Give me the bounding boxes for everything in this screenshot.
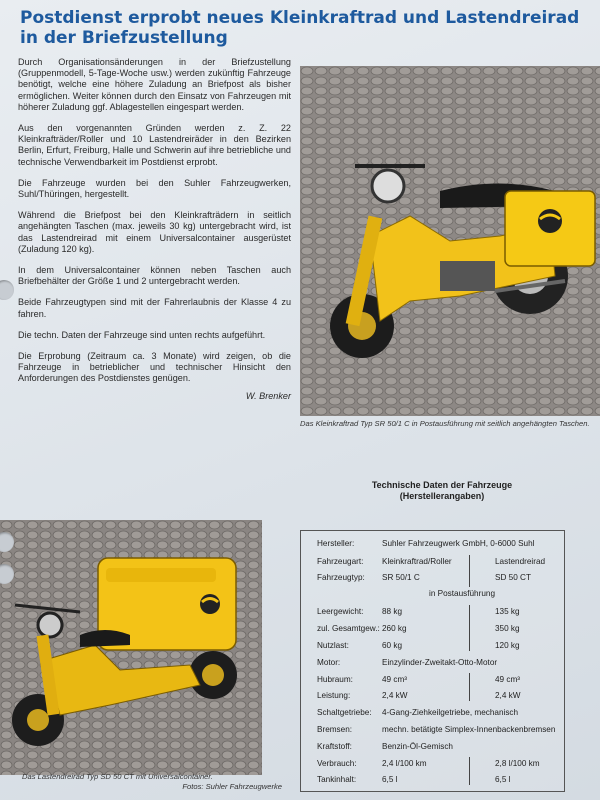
label-schaltgetriebe: Schaltgetriebe:	[317, 708, 372, 717]
label-bremsen: Bremsen:	[317, 725, 353, 734]
label-kraftstoff: Kraftstoff:	[317, 742, 352, 751]
value-gesamtgewicht-2: 350 kg	[495, 624, 520, 633]
photo-credit: Fotos: Suhler Fahrzeugwerke	[182, 781, 282, 791]
article-body	[18, 57, 291, 412]
label-verbrauch: Verbrauch:	[317, 759, 357, 768]
column-separator	[469, 605, 470, 651]
value-fahrzeugtyp-1: SR 50/1 C	[382, 573, 420, 582]
value-verbrauch-1: 2,4 l/100 km	[382, 759, 427, 768]
value-tankinhalt-2: 6,5 l	[495, 775, 511, 784]
paragraph-3: Die Fahrzeuge wurden bei den Suhler Fahrzeugwerken, Suhl/Thüringen, hergestellt.	[18, 177, 291, 200]
label-fahrzeugart: Fahrzeugart:	[317, 557, 364, 566]
article-title: Postdienst erprobt neues Kleinkraftrad und Lastendreirad in der Briefzustellung	[20, 8, 580, 48]
tech-data-table	[300, 530, 565, 792]
moped-caption: Das Kleinkraftrad Typ SR 50/1 C in Postausführung mit seitlich angehängten Taschen.	[300, 419, 590, 428]
label-hersteller: Hersteller:	[317, 539, 355, 548]
value-leergewicht-1: 88 kg	[382, 607, 403, 616]
value-tankinhalt-1: 6,5 l	[382, 775, 398, 784]
paragraph-2: Aus den vorgenannten Gründen werden z. Z. 22 Kleinkrafträder/Roller und 10 Lastendreiräder in den Bezirken Berlin, Erfurt, Freiburg, Halle und Schwerin auf ihre betriebliche und technische Verwendbarkeit im Postdienst erprobt.	[18, 123, 291, 167]
value-bremsen: mechn. betätigte Simplex-Innenbackenbremsen	[382, 725, 556, 734]
value-leistung-2: 2,4 kW	[495, 691, 521, 700]
paragraph-8: Die Erprobung (Zeitraum ca. 3 Monate) wird zeigen, ob die Fahrzeuge in betrieblicher und technischer Hinsicht den Anforderungen des Postdienstes genügen.	[18, 351, 291, 384]
label-leistung: Leistung:	[317, 691, 351, 700]
paragraph-6: Beide Fahrzeugtypen sind mit der Fahrerlaubnis der Klasse 4 zu fahren.	[18, 297, 291, 319]
value-hubraum-1: 49 cm³	[382, 675, 408, 684]
value-postausfuehrung: in Postausführung	[429, 589, 495, 598]
label-gesamtgewicht: zul. Gesamtgew.:	[317, 624, 380, 633]
label-nutzlast: Nutzlast:	[317, 641, 349, 650]
label-motor: Motor:	[317, 658, 341, 667]
author-signature: W. Brenker	[245, 390, 291, 401]
tech-heading-line1: Technische Daten der Fahrzeuge	[371, 480, 513, 490]
label-fahrzeugtyp: Fahrzeugtyp:	[317, 573, 365, 582]
column-separator	[469, 555, 470, 587]
value-motor: Einzylinder-Zweitakt-Otto-Motor	[382, 658, 498, 667]
paragraph-7: Die techn. Daten der Fahrzeuge sind unten rechts aufgeführt.	[18, 329, 266, 340]
paragraph-1: Durch Organisationsänderungen in der Briefzustellung (Gruppenmodell, 5-Tage-Woche usw.) werden zukünftig Fahrzeuge benötigt, welche eine höhere Zuladung an Briefpost als bisher ermöglichen. Weiter können durch den Einsatz von Fahrzeugen mit höherer Zuladung ggf. Ablagestellen eingespart werden.	[18, 57, 291, 112]
value-fahrzeugart-1: Kleinkraftrad/Roller	[382, 557, 452, 566]
moped-photo	[300, 66, 600, 416]
label-hubraum: Hubraum:	[317, 675, 353, 684]
value-leergewicht-2: 135 kg	[495, 607, 520, 616]
value-verbrauch-2: 2,8 l/100 km	[495, 759, 540, 768]
tricycle-photo	[0, 520, 262, 775]
punch-hole	[0, 280, 14, 300]
value-hubraum-2: 49 cm³	[495, 675, 521, 684]
column-separator	[469, 757, 470, 785]
tricycle-caption-text: Das Lastendreirad Typ SD 50 CT mit Universalcontainer.	[22, 772, 213, 781]
paragraph-5: In dem Universalcontainer können neben Taschen auch Briefbehälter der Größe 1 und 2 untergebracht werden.	[18, 265, 291, 287]
tech-heading-line2: (Herstellerangaben)	[399, 491, 485, 501]
label-tankinhalt: Tankinhalt:	[317, 775, 357, 784]
value-fahrzeugtyp-2: SD 50 CT	[495, 573, 531, 582]
tech-data-heading	[322, 480, 562, 502]
value-nutzlast-1: 60 kg	[382, 641, 403, 650]
label-leergewicht: Leergewicht:	[317, 607, 364, 616]
value-kraftstoff: Benzin-Öl-Gemisch	[382, 742, 453, 751]
value-fahrzeugart-2: Lastendreirad	[495, 557, 546, 566]
value-gesamtgewicht-1: 260 kg	[382, 624, 407, 633]
value-nutzlast-2: 120 kg	[495, 641, 520, 650]
column-separator	[469, 673, 470, 701]
value-schaltgetriebe: 4-Gang-Ziehkeilgetriebe, mechanisch	[382, 708, 519, 717]
value-leistung-1: 2,4 kW	[382, 691, 408, 700]
paragraph-4: Während die Briefpost bei den Kleinkrafträdern in seitlich angehängten Taschen (max. jeweils 30 kg) untergebracht wird, ist das Lastendreirad mit einem Universalcontainer ausgerüstet (Zuladung 120 kg).	[18, 210, 291, 254]
tricycle-caption	[22, 772, 282, 791]
value-hersteller: Suhler Fahrzeugwerk GmbH, 0-6000 Suhl	[382, 539, 535, 548]
